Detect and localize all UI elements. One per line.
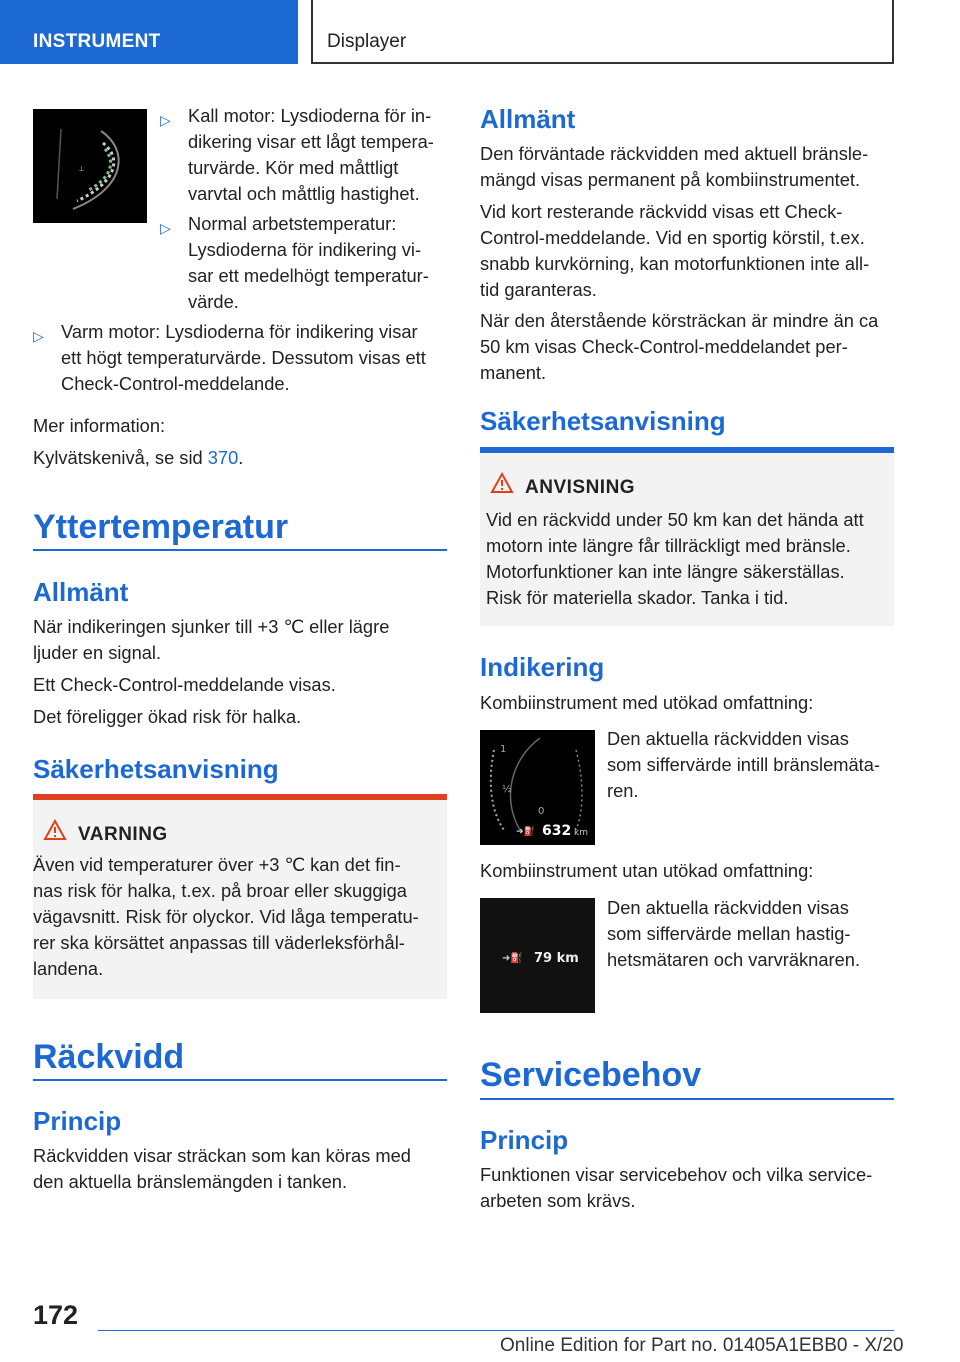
text-line: motorn inte längre får tillräckligt med bränsle. (486, 535, 851, 556)
text-line: arbeten som krävs. (480, 1190, 636, 1211)
text-line: Den aktuella räckvidden visas (607, 897, 849, 918)
text-line: turvärde. Kör med måttligt (188, 157, 399, 178)
text-line: dikering visar ett lågt tempera- (188, 131, 434, 152)
text-line: Varm motor: Lysdioderna för indikering visar (61, 321, 418, 342)
extended-cluster-image (480, 730, 595, 845)
text-line: nas risk för halka, t.ex. på broar eller skuggiga (33, 880, 407, 901)
heading-rule (480, 1098, 894, 1100)
text-line: vägavsnitt. Risk för olyckor. Vid låga temperatu- (33, 906, 419, 927)
principle-heading: Princip (33, 1106, 122, 1136)
fuel-pump-icon: ➜⛽ (516, 827, 535, 837)
heading-rule (33, 1079, 447, 1081)
text-line: ett högt temperaturvärde. Dessutom visas ett (61, 347, 426, 368)
text-line: varvtal och måttlig hastighet. (188, 183, 420, 204)
triangle-bullet-icon: ▷ (160, 112, 171, 128)
text-line: mängd visas permanent på kombiinstrumentet. (480, 169, 861, 190)
chapter-tab (311, 0, 894, 64)
principle-heading: Princip (480, 1125, 569, 1155)
safety-heading: Säkerhetsanvisning (480, 406, 726, 436)
text-line: Kall motor: Lysdioderna för in- (188, 105, 432, 126)
paragraph: Det föreligger ökad risk för halka. (33, 706, 302, 727)
triangle-bullet-icon: ▷ (160, 220, 171, 236)
text-line: Lysdioderna för indikering vi- (188, 239, 422, 260)
section-tab (0, 0, 298, 64)
text-line: snabb kurvkörning, kan motorfunktionen inte all- (480, 253, 870, 274)
text-line: Räckvidden visar sträckan som kan köras med (33, 1145, 411, 1166)
range-value: 79 km (534, 951, 579, 966)
gauge-mark-empty: 0 (538, 806, 545, 817)
warning-triangle-icon (490, 472, 514, 494)
notice-label: ANVISNING (525, 477, 636, 498)
more-info-label: Mer information: (33, 415, 166, 436)
chapter-label: Displayer (327, 31, 407, 52)
notice-bar (480, 447, 894, 453)
text-line: Den aktuella räckvidden visas (607, 728, 849, 749)
general-heading: Allmänt (33, 577, 129, 607)
text-line: som siffervärde mellan hastig- (607, 923, 851, 944)
indication-heading: Indikering (480, 652, 605, 682)
text-line: värde. (188, 291, 239, 312)
edition-text: Online Edition for Part no. 01405A1EBB0 - X/20 (500, 1335, 904, 1356)
range-unit: km (574, 828, 588, 838)
coolant-gauge-image (33, 109, 147, 223)
text-line: Motorfunktioner kan inte längre säkerställas. (486, 561, 845, 582)
text-line: Vid en räckvidd under 50 km kan det hända att (486, 509, 864, 530)
text-line: Risk för materiella skador. Tanka i tid. (486, 587, 789, 608)
notice-box (480, 447, 894, 626)
section-label: INSTRUMENT (33, 31, 161, 52)
fuel-pump-icon: ➜⛽ (502, 953, 523, 964)
range-heading: Räckvidd (33, 1038, 185, 1076)
text-line: som siffervärde intill bränslemäta- (607, 754, 880, 775)
page-link-370[interactable]: 370 (207, 447, 239, 468)
basic-cluster-image (480, 898, 595, 1013)
paragraph: Ett Check-Control-meddelande visas. (33, 674, 336, 695)
warning-box (33, 794, 447, 999)
warning-triangle-icon (43, 819, 67, 841)
text-line: Normal arbetstemperatur: (188, 213, 397, 234)
service-heading: Servicebehov (480, 1056, 702, 1094)
footer-rule (98, 1330, 894, 1331)
reference-text: Kylvätskenivå, se sid (33, 447, 208, 468)
text-line: När indikeringen sjunker till +3 ℃ eller lägre (33, 616, 390, 637)
gauge-mark-full: 1 (500, 744, 507, 755)
svg-text:⟂: ⟂ (79, 164, 85, 173)
safety-heading: Säkerhetsanvisning (33, 754, 279, 784)
text-line: rer ska körsättet anpassas till väderleksförhål- (33, 932, 405, 953)
paragraph: Kombiinstrument med utökad omfattning: (480, 692, 814, 713)
text-line: Funktionen visar servicebehov och vilka service- (480, 1164, 873, 1185)
coolant-reference (33, 445, 243, 471)
general-heading: Allmänt (480, 104, 576, 134)
gauge-mark-half: ½ (502, 784, 512, 795)
text-line: manent. (480, 362, 547, 383)
text-line: den aktuella bränslemängden i tanken. (33, 1171, 348, 1192)
text-line: Den förväntade räckvidden med aktuell bränsle- (480, 143, 869, 164)
reference-end: . (238, 447, 244, 468)
paragraph: Kombiinstrument utan utökad omfattning: (480, 860, 814, 881)
text-line: 50 km visas Check-Control-meddelandet per- (480, 336, 848, 357)
page-number: 172 (33, 1300, 79, 1330)
text-line: landena. (33, 958, 104, 979)
text-line: ljuder en signal. (33, 642, 162, 663)
range-value: 632 (542, 823, 572, 839)
warning-label: VARNING (78, 824, 168, 845)
triangle-bullet-icon: ▷ (33, 328, 44, 344)
text-line: När den återstående körsträckan är mindre än ca (480, 310, 879, 331)
heading-rule (33, 549, 447, 551)
text-line: ren. (607, 780, 639, 801)
warning-bar (33, 794, 447, 800)
text-line: tid garanteras. (480, 279, 597, 300)
text-line: Vid kort resterande räckvidd visas ett Check- (480, 201, 843, 222)
text-line: sar ett medelhögt temperatur- (188, 265, 429, 286)
text-line: Även vid temperaturer över +3 ℃ kan det fin- (33, 854, 401, 875)
outside-temp-heading: Yttertemperatur (33, 508, 289, 546)
text-line: Control-meddelande. Vid en sportig körstil, t.ex. (480, 227, 865, 248)
text-line: hetsmätaren och varvräknaren. (607, 949, 861, 970)
text-line: Check-Control-meddelande. (61, 373, 290, 394)
